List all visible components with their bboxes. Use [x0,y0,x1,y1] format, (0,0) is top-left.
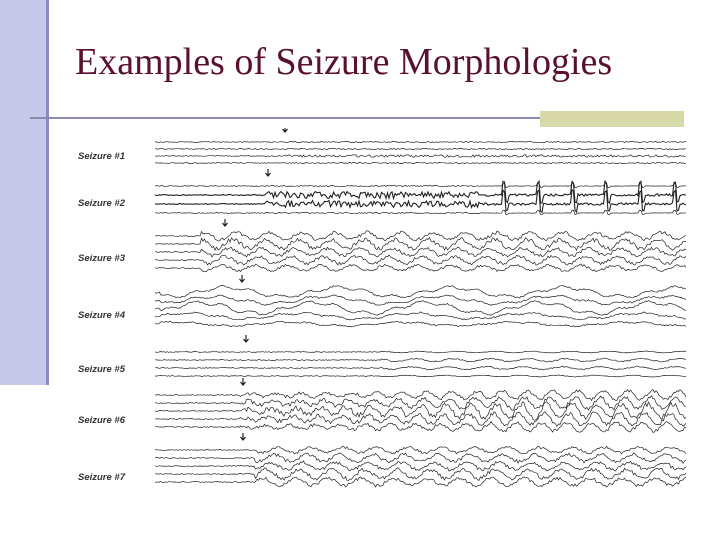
eeg-trace [155,421,686,432]
down-arrow-icon [241,378,246,385]
title-divider [30,117,540,119]
eeg-trace [155,390,686,401]
eeg-figure [60,128,686,506]
eeg-trace [155,351,686,353]
eeg-trace [155,358,686,362]
eeg-trace [155,477,686,487]
eeg-trace [155,461,686,471]
seizure-label: Seizure #1 [78,151,125,162]
eeg-trace [155,453,686,463]
seizure-group [78,275,686,327]
down-arrow-icon [241,433,246,440]
side-accent-bar [0,0,49,385]
eeg-trace [155,210,686,214]
page-title: Examples of Seizure Morphologies [75,41,613,83]
eeg-trace [155,264,686,272]
seizure-group [78,219,686,272]
eeg-trace [155,468,686,481]
title-divider-accent [540,111,684,127]
down-arrow-icon [244,335,249,342]
seizure-group [78,169,686,215]
eeg-trace [155,366,686,370]
seizure-label: Seizure #6 [78,415,125,426]
seizure-group [78,335,686,377]
eeg-trace [155,312,686,320]
eeg-trace [155,162,686,163]
seizure-group [78,433,686,487]
seizure-label: Seizure #5 [78,364,125,375]
down-arrow-icon [240,275,245,282]
seizure-group [78,128,686,164]
eeg-trace [155,321,686,327]
eeg-trace [155,375,686,377]
eeg-trace [155,190,686,212]
seizure-label: Seizure #4 [78,310,125,321]
down-arrow-icon [223,219,228,226]
seizure-group [78,378,686,432]
eeg-trace [155,412,686,427]
eeg-traces [60,128,686,506]
seizure-label: Seizure #7 [78,472,125,483]
eeg-trace [155,148,686,149]
eeg-trace [155,446,686,454]
eeg-trace [155,141,686,142]
eeg-trace [155,155,686,157]
seizure-label: Seizure #2 [78,198,125,209]
eeg-trace [155,255,686,265]
eeg-trace [155,396,686,410]
eeg-trace [155,231,686,241]
eeg-trace [155,300,686,315]
seizure-label: Seizure #3 [78,253,125,264]
eeg-trace [155,285,686,298]
down-arrow-icon [266,169,271,176]
down-arrow-icon [283,128,288,132]
